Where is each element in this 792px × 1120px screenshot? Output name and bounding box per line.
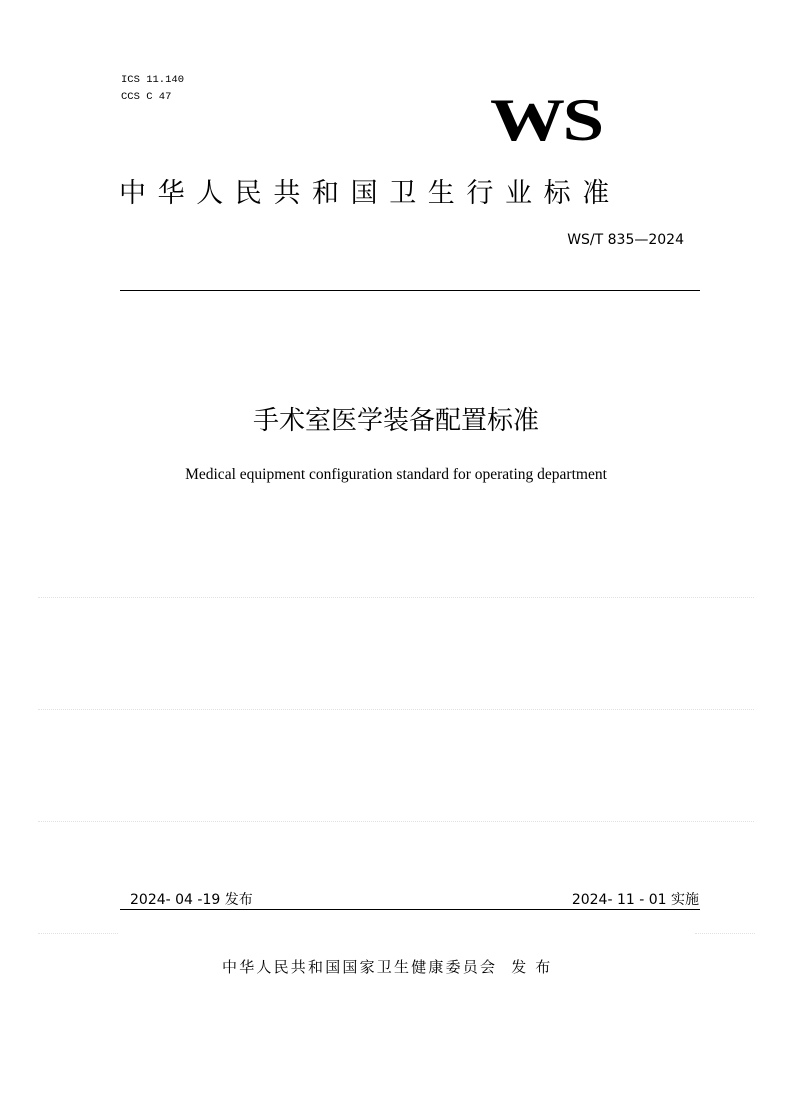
classification-codes [121,72,184,106]
issue-action: 发布 [511,958,560,976]
issuing-authority [222,956,559,978]
issuing-organization: 中华人民共和国国家卫生健康委员会 [222,958,498,976]
document-title-cn: 手术室医学装备配置标准 [252,406,539,436]
bottom-divider [120,909,700,910]
dotted-guide-line [695,933,755,934]
ccs-code: CCS C 47 [121,91,172,103]
dotted-guide-line [38,821,754,822]
industry-standard-title: 中华人民共和国卫生行业标准 [119,178,621,209]
implementation-date: 2024- 11 - 01 实施 [571,892,699,908]
dotted-guide-line [38,709,754,710]
top-divider [120,290,700,291]
ics-code: ICS 11.140 [121,74,185,86]
dotted-guide-line [38,933,118,934]
issue-date: 2024- 04 -19 发布 [130,892,253,908]
dotted-guide-line [38,597,754,598]
document-title-en: Medical equipment configuration standard for operating department [185,466,607,483]
ws-logo: WS [490,87,602,153]
standard-number: WS/T 835—2024 [567,232,684,248]
